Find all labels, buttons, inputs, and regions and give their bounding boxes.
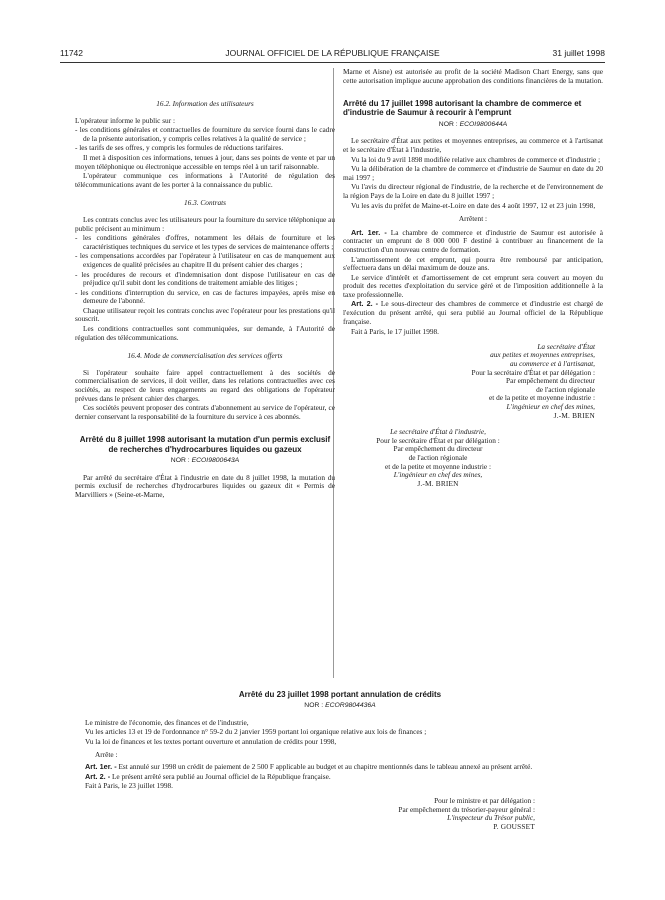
page-number: 11742 xyxy=(60,48,84,58)
journal-title: JOURNAL OFFICIEL DE LA RÉPUBLIQUE FRANÇAISE xyxy=(225,48,440,58)
list-item: - les procédures de recours et d'indemnisation dont dispose l'utilisateur en cas de préjudice qu'il subit dont les conditions de traitement amiable des litiges ; xyxy=(75,269,335,288)
article-text: Le présent arrêté sera publié au Journal officiel de la République française. xyxy=(111,771,331,781)
signature-line: Le secrétaire d'État à l'industrie, xyxy=(390,427,486,437)
nor-reference xyxy=(343,121,603,130)
paragraph: Par arrêté du secrétaire d'État à l'industrie en date du 8 juillet 1998, la mutation du permis exclusif de recherches d'hydrocarbures liquides ou gazeux dit « Permis de Marvilliers » (Seine-et-Marne, xyxy=(75,472,335,499)
paragraph: Le secrétaire d'État aux petites et moyennes entreprises, au commerce et à l'artisanat et le secrétaire d'État à l'industrie, xyxy=(343,136,603,154)
article-label: Art. 2. - xyxy=(85,771,111,781)
nor-code: ECOI9800644A xyxy=(459,120,508,128)
nor-reference xyxy=(75,457,335,466)
nor-label: NOR : xyxy=(170,457,190,464)
section-16-4-title: 16.4. Mode de commercialisation des services offerts xyxy=(127,351,283,361)
signature-line: de l'action régionale xyxy=(536,384,595,394)
arrete-heading: Arrêté du 8 juillet 1998 autorisant la mutation d'un permis exclusif de recherches d'hydrocarbures liquides ou gazeux xyxy=(79,435,331,454)
article-2 xyxy=(343,300,603,326)
nor-reference xyxy=(75,702,605,711)
list-item: - les conditions d'interruption du service, en cas de factures impayées, après mise en demeure de l'abonné. xyxy=(75,287,335,306)
signature-date: Fait à Paris, le 23 juillet 1998. xyxy=(85,781,173,791)
paragraph: Ces sociétés peuvent proposer des contrats d'abonnement au service de l'opérateur, ce dernier conservant la responsabilité de la fourniture du service à ces abonnés. xyxy=(75,403,335,421)
nor-code: ECOI9800643A xyxy=(191,457,240,464)
arrete-label: Arrête : xyxy=(95,749,118,759)
article-text: La chambre de commerce et d'industrie de Saumur est autorisée à contracter un emprunt de 8 000 000 F destiné à contribuer au financement de la construction d'un nouveau centre de formation. xyxy=(343,227,603,254)
article-1 xyxy=(75,763,605,772)
signature-line: L'inspecteur du Trésor public, xyxy=(447,813,535,823)
signature-line: L'ingénieur en chef des mines, xyxy=(506,402,595,411)
arretent-label: Arrêtent : xyxy=(458,214,488,224)
vu-clause: Vu la délibération de la chambre de commerce et d'industrie de Saumur en date du 20 mai 1997 ; xyxy=(343,164,603,182)
section-16-3-title: 16.3. Contrats xyxy=(184,198,226,208)
article-label: Art. 1er. - xyxy=(85,762,117,772)
signature-line: Pour la secrétaire d'État et par délégation : xyxy=(471,367,595,377)
signature-line: au commerce et à l'artisanat, xyxy=(510,359,595,369)
paragraph: Il met à disposition ces informations, tenues à jour, dans ses points de vente et par un moyen téléphonique ou électronique accessible en temps réel à un tarif raisonnable. xyxy=(75,152,335,171)
arrete-heading: Arrêté du 23 juillet 1998 portant annulation de crédits xyxy=(238,690,442,699)
signature-line: Par empêchement du directeur xyxy=(393,444,483,454)
signature-line: L'ingénieur en chef des mines, xyxy=(393,470,483,480)
signature-block-3 xyxy=(75,797,605,831)
list-item: - les compensations accordées par l'opérateur à l'utilisateur en cas de manquement aux exigences de qualité précisées au chapitre II du présent cahier des charges ; xyxy=(75,251,335,269)
header-rule xyxy=(60,62,605,63)
nor-code: ECOR9804436A xyxy=(325,702,376,710)
paragraph: Le service d'intérêt et d'amortissement de cet emprunt sera couvert au moyen du produit des recettes d'exploitation du service géré et de l'imposition additionnelle à la taxe professionnelle. xyxy=(343,272,603,299)
signature-line: Pour le ministre et par délégation : xyxy=(434,796,535,806)
paragraph: L'amortissement de cet emprunt, qui pourra être remboursé par anticipation, s'effectuera dans un délai maximum de douze ans. xyxy=(343,254,603,273)
article-text: Le sous-directeur des chambres de commerce et d'industrie est chargé de l'exécution du présent arrêté, qui sera publié au Journal officiel de la République française. xyxy=(343,299,603,326)
paragraph: Si l'opérateur souhaite faire appel contractuellement à des sociétés de commercialisation de services, il doit veiller, dans les relations contractuelles avec ces sociétés, au respect de leurs engagements au regard des obligations de l'opérateur prévues dans le présent cahier des charges. xyxy=(75,367,335,403)
left-column xyxy=(75,90,335,500)
article-text: Est annulé sur 1998 un crédit de paiement de 2 500 F applicable au budget et au chapitre mentionnés dans le tableau annexé au présent arrêté. xyxy=(118,762,533,772)
paragraph: L'opérateur communique ces informations à l'Autorité de régulation des télécommunications avant de les porter à la connaissance du public. xyxy=(75,171,335,189)
vu-clause: Vu la loi de finances et les textes portant ouverture et annulation de crédits pour 1998, xyxy=(85,737,337,747)
signature-block-2 xyxy=(343,428,603,488)
signature-line: aux petites et moyennes entreprises, xyxy=(490,350,595,360)
signature-line: et de la petite et moyenne industrie : xyxy=(489,393,595,403)
article-label: Art. 1er. - xyxy=(351,227,387,237)
paragraph: Marne et Aisne) est autorisée au profit de la société Madison Chart Energy, sans que cette autorisation implique aucune approbation des conditions financières de la mutation. xyxy=(343,67,603,85)
list-item: - les conditions générales et contractuelles de fourniture du service fourni dans le cadre de la présente autorisation, y compris celles relatives à la qualité de service ; xyxy=(75,125,335,143)
page-header xyxy=(60,48,605,60)
vu-clause: Vu la loi du 9 avril 1898 modifiée relative aux chambres de commerce et d'industrie ; xyxy=(351,154,601,164)
signatory-name: J.-M. BRIEN xyxy=(553,410,595,420)
vu-clause: Vu les avis du préfet de Maine-et-Loire en date des 4 août 1997, 12 et 23 juin 1998, xyxy=(351,200,596,210)
nor-label: NOR : xyxy=(438,120,458,128)
issue-date: 31 juillet 1998 xyxy=(552,48,605,58)
signature-line: de l'action régionale xyxy=(408,452,468,462)
paragraph: Les conditions contractuelles sont communiquées, sur demande, à l'Autorité de régulation des télécommunications. xyxy=(75,324,335,342)
section-16-2-title: 16.2. Information des utilisateurs xyxy=(156,99,254,108)
article-1 xyxy=(343,229,603,255)
right-column xyxy=(343,68,603,488)
signatory-name: J.-M. BRIEN xyxy=(417,478,459,488)
article-2 xyxy=(75,773,605,782)
signature-line: La secrétaire d'État xyxy=(537,341,595,351)
signature-line: Pour le secrétaire d'État et par délégation : xyxy=(376,435,500,445)
vu-clause: Vu l'avis du directeur régional de l'industrie, de la recherche et de l'environnement de la région Pays de la Loire en date du 8 juillet 1997 ; xyxy=(343,182,603,200)
paragraph: Les contrats conclus avec les utilisateurs pour la fourniture du service téléphonique au public précisent au minimum : xyxy=(75,214,335,233)
article-label: Art. 2. - xyxy=(351,299,379,309)
list-item: - les tarifs de ses offres, y compris les formules de réductions tarifaires. xyxy=(75,143,284,153)
nor-label: NOR : xyxy=(304,702,324,710)
bottom-section xyxy=(75,690,605,831)
signature-block-1 xyxy=(343,343,603,420)
list-item: - les conditions générales d'offres, notamment les délais de fourniture et les caractéristiques techniques du service et les types de services de maintenance offerts ; xyxy=(75,233,335,251)
paragraph: Chaque utilisateur reçoit les contrats conclus avec l'opérateur pour les prestations qu'il souscrit. xyxy=(75,305,335,324)
paragraph: Le ministre de l'économie, des finances et de l'industrie, xyxy=(85,717,249,727)
signatory-name: P. GOUSSET xyxy=(493,821,535,831)
signature-line: Par empêchement du trésorier-payeur général : xyxy=(398,804,535,814)
signature-date: Fait à Paris, le 17 juillet 1998. xyxy=(351,327,439,337)
vu-clause: Vu les articles 13 et 19 de l'ordonnance n° 59-2 du 2 janvier 1959 portant loi organique relative aux lois de finances ; xyxy=(85,727,427,737)
paragraph: L'opérateur informe le public sur : xyxy=(75,115,175,125)
signature-line: et de la petite et moyenne industrie : xyxy=(385,461,491,471)
arrete-heading: Arrêté du 17 juillet 1998 autorisant la chambre de commerce et d'industrie de Saumur à recourir à l'emprunt xyxy=(343,99,582,118)
signature-line: Par empêchement du directeur xyxy=(506,376,595,386)
